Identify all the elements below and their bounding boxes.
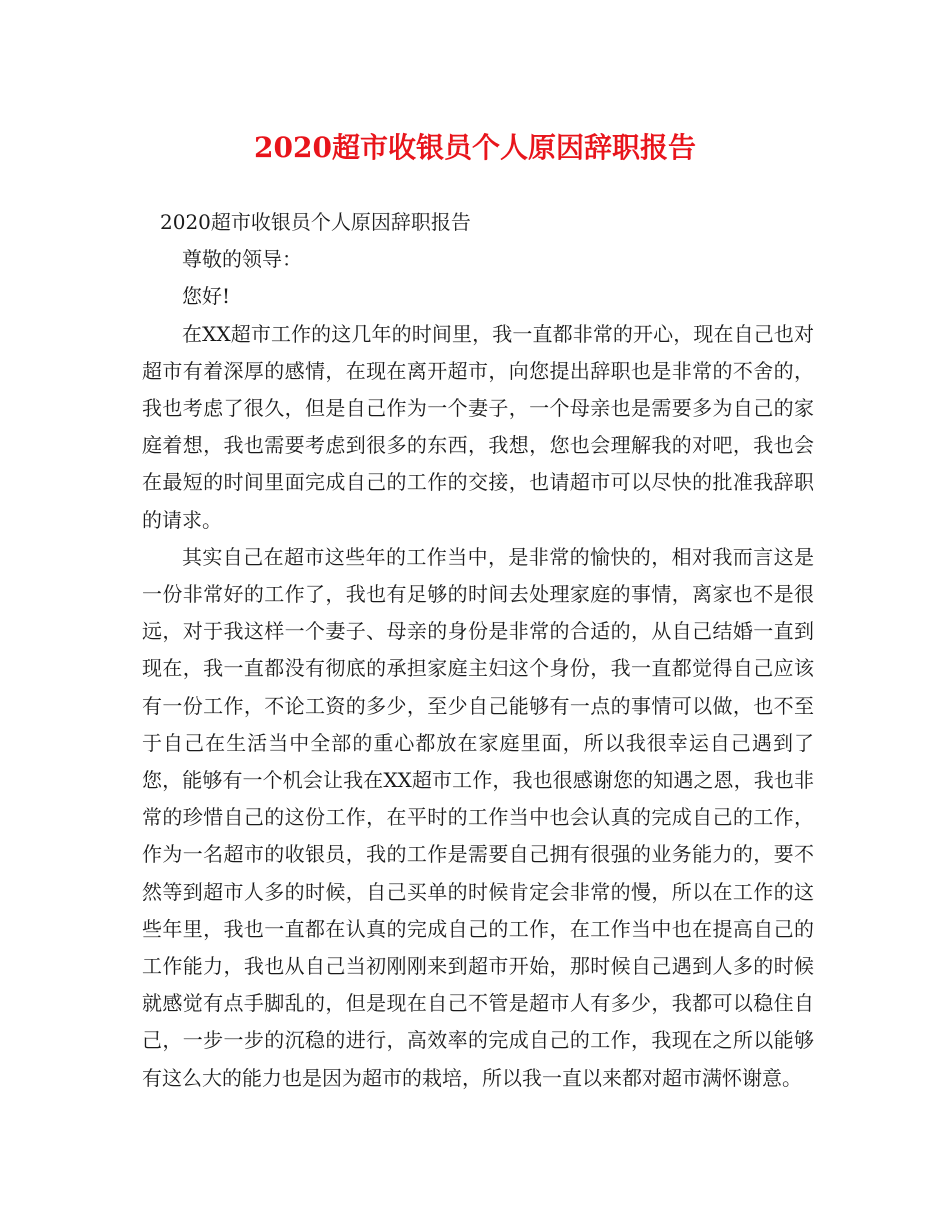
body-paragraph-1: 在XX超市工作的这几年的时间里，我一直都非常的开心，现在自己也对超市有着深厚的感情，在现在离开超市，向您提出辞职也是非常的不舍的，我也考虑了很久，但是自己作为一个妻子，一个母亲也是需要多为自己的家庭着想，我也需要考虑到很多的东西，我想，您也会理解我的对吧，我也会在最短的时间里面完成自己的工作的交接，也请超市可以尽快的批准我辞职的请求。: [142, 321, 814, 532]
salutation: 尊敬的领导：: [182, 247, 302, 272]
document-body: [142, 204, 814, 1097]
greeting: 您好!: [182, 284, 231, 309]
document-title: 2020超市收银员个人原因辞职报告: [254, 131, 696, 164]
body-paragraph-2: 其实自己在超市这些年的工作当中，是非常的愉快的，相对我而言这是一份非常好的工作了，我也有足够的时间去处理家庭的事情，离家也不是很远，对于我这样一个妻子、母亲的身份是非常的合适的，从自己结婚一直到现在，我一直都没有彻底的承担家庭主妇这个身份，我一直都觉得自己应该有一份工作，不论工资的多少，至少自己能够有一点的事情可以做，也不至于自己在生活当中全部的重心都放在家庭里面，所以我很幸运自己遇到了您，能够有一个机会让我在XX超市工作，我也很感谢您的知遇之恩，我也非常的珍惜自己的这份工作，在平时的工作当中也会认真的完成自己的工作，作为一名超市的收银员，我的工作是需要自己拥有很强的业务能力的，要不然等到超市人多的时候，自己买单的时候肯定会非常的慢，所以在工作的这些年里，我也一直都在认真的完成自己的工作，在工作当中也在提高自己的工作能力，我也从自己当初刚刚来到超市开始，那时候自己遇到人多的时候就感觉有点手脚乱的，但是现在自己不管是超市人有多少，我都可以稳住自己，一步一步的沉稳的进行，高效率的完成自己的工作，我现在之所以能够有这么大的能力也是因为超市的栽培，所以我一直以来都对超市满怀谢意。: [142, 544, 814, 1090]
document-subtitle: 2020超市收银员个人原因辞职报告: [160, 210, 471, 234]
